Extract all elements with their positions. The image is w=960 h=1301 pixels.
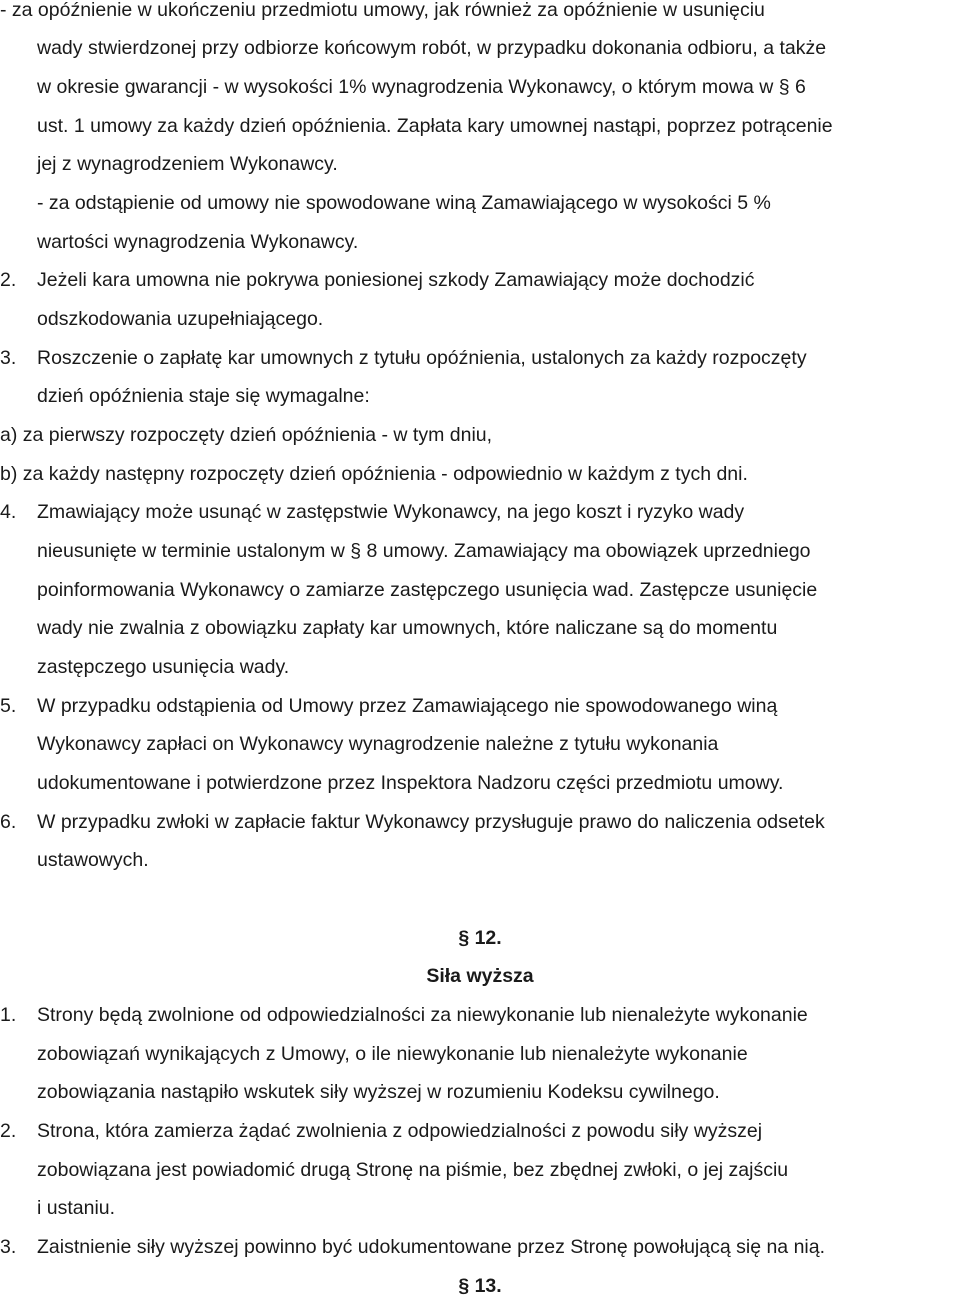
- paragraph-number: 3.: [0, 347, 17, 369]
- paragraph-6: [0, 810, 960, 834]
- list-item-b: b) za każdy następny rozpoczęty dzień opóźnienia - odpowiednio w każdym z tych dni.: [0, 463, 748, 485]
- text-line: W przypadku zwłoki w zapłacie faktur Wykonawcy przysługuje prawo do naliczenia odsetek: [37, 811, 825, 833]
- section-item-3: [0, 1235, 960, 1259]
- text-line: Zaistnienie siły wyższej powinno być udokumentowane przez Stronę powołującą się na nią.: [37, 1236, 826, 1258]
- list-item-a: a) za pierwszy rozpoczęty dzień opóźnienia - w tym dniu,: [0, 424, 493, 446]
- text-line: jej z wynagrodzeniem Wykonawcy.: [37, 153, 338, 175]
- text-line: zobowiązań wynikających z Umowy, o ile niewykonanie lub nienależyte wykonanie: [37, 1043, 748, 1065]
- text-line: zastępczego usunięcia wady.: [37, 656, 290, 678]
- text-line: Strona, która zamierza żądać zwolnienia z odpowiedzialności z powodu siły wyższej: [37, 1120, 763, 1142]
- text-line: w okresie gwarancji - w wysokości 1% wynagrodzenia Wykonawcy, o którym mowa w § 6: [37, 76, 806, 98]
- text-line: dzień opóźnienia staje się wymagalne:: [37, 385, 370, 407]
- paragraph-number: 1.: [0, 1004, 17, 1026]
- section-heading: § 12.: [458, 927, 502, 949]
- text-line: wady stwierdzonej przy odbiorze końcowym robót, w przypadku dokonania odbioru, a także: [37, 37, 827, 59]
- paragraph-number: 6.: [0, 811, 17, 833]
- text-line: poinformowania Wykonawcy o zamiarze zastępczego usunięcia wad. Zastępcze usunięcie: [37, 579, 818, 601]
- paragraph-2: [0, 268, 960, 292]
- text-line: - za opóźnienie w ukończeniu przedmiotu umowy, jak również za opóźnienie w usunięciu: [0, 0, 765, 21]
- section-heading: § 13.: [458, 1275, 502, 1297]
- text-line: ust. 1 umowy za każdy dzień opóźnienia. Zapłata kary umownej nastąpi, poprzez potrącenie: [37, 115, 833, 137]
- paragraph-number: 2.: [0, 269, 17, 291]
- section-title: Siła wyższa: [426, 965, 534, 987]
- text-line: W przypadku odstąpienia od Umowy przez Zamawiającego nie spowodowanego winą: [37, 695, 778, 717]
- section-item-2: [0, 1119, 960, 1143]
- text-line: - za odstąpienie od umowy nie spowodowane winą Zamawiającego w wysokości 5 %: [37, 192, 771, 214]
- text-line: Wykonawcy zapłaci on Wykonawcy wynagrodzenie należne z tytułu wykonania: [37, 733, 719, 755]
- text-line: ustawowych.: [37, 849, 149, 871]
- section-item-1: [0, 1003, 960, 1027]
- text-line: i ustaniu.: [37, 1197, 116, 1219]
- text-line: Strony będą zwolnione od odpowiedzialności za niewykonanie lub nienależyte wykonanie: [37, 1004, 808, 1026]
- text-line: Zmawiający może usunąć w zastępstwie Wykonawcy, na jego koszt i ryzyko wady: [37, 501, 745, 523]
- paragraph-number: 5.: [0, 695, 17, 717]
- text-line: udokumentowane i potwierdzone przez Inspektora Nadzoru części przedmiotu umowy.: [37, 772, 784, 794]
- text-line: wady nie zwalnia z obowiązku zapłaty kar umownych, które naliczane są do momentu: [37, 617, 778, 639]
- text-line: Roszczenie o zapłatę kar umownych z tytułu opóźnienia, ustalonych za każdy rozpoczęty: [37, 347, 807, 369]
- text-line: odszkodowania uzupełniającego.: [37, 308, 324, 330]
- text-line: wartości wynagrodzenia Wykonawcy.: [37, 231, 359, 253]
- paragraph-4: [0, 500, 960, 524]
- text-line: zobowiązana jest powiadomić drugą Stronę na piśmie, bez zbędnej zwłoki, o jej zajściu: [37, 1159, 789, 1181]
- paragraph-number: 2.: [0, 1120, 17, 1142]
- text-line: Jeżeli kara umowna nie pokrywa poniesionej szkody Zamawiający może dochodzić: [37, 269, 755, 291]
- paragraph-3: [0, 346, 960, 370]
- paragraph-number: 4.: [0, 501, 17, 523]
- text-line: nieusunięte w terminie ustalonym w § 8 umowy. Zamawiający ma obowiązek uprzedniego: [37, 540, 811, 562]
- text-line: zobowiązania nastąpiło wskutek siły wyższej w rozumieniu Kodeksu cywilnego.: [37, 1081, 720, 1103]
- paragraph-number: 3.: [0, 1236, 17, 1258]
- paragraph-5: [0, 694, 960, 718]
